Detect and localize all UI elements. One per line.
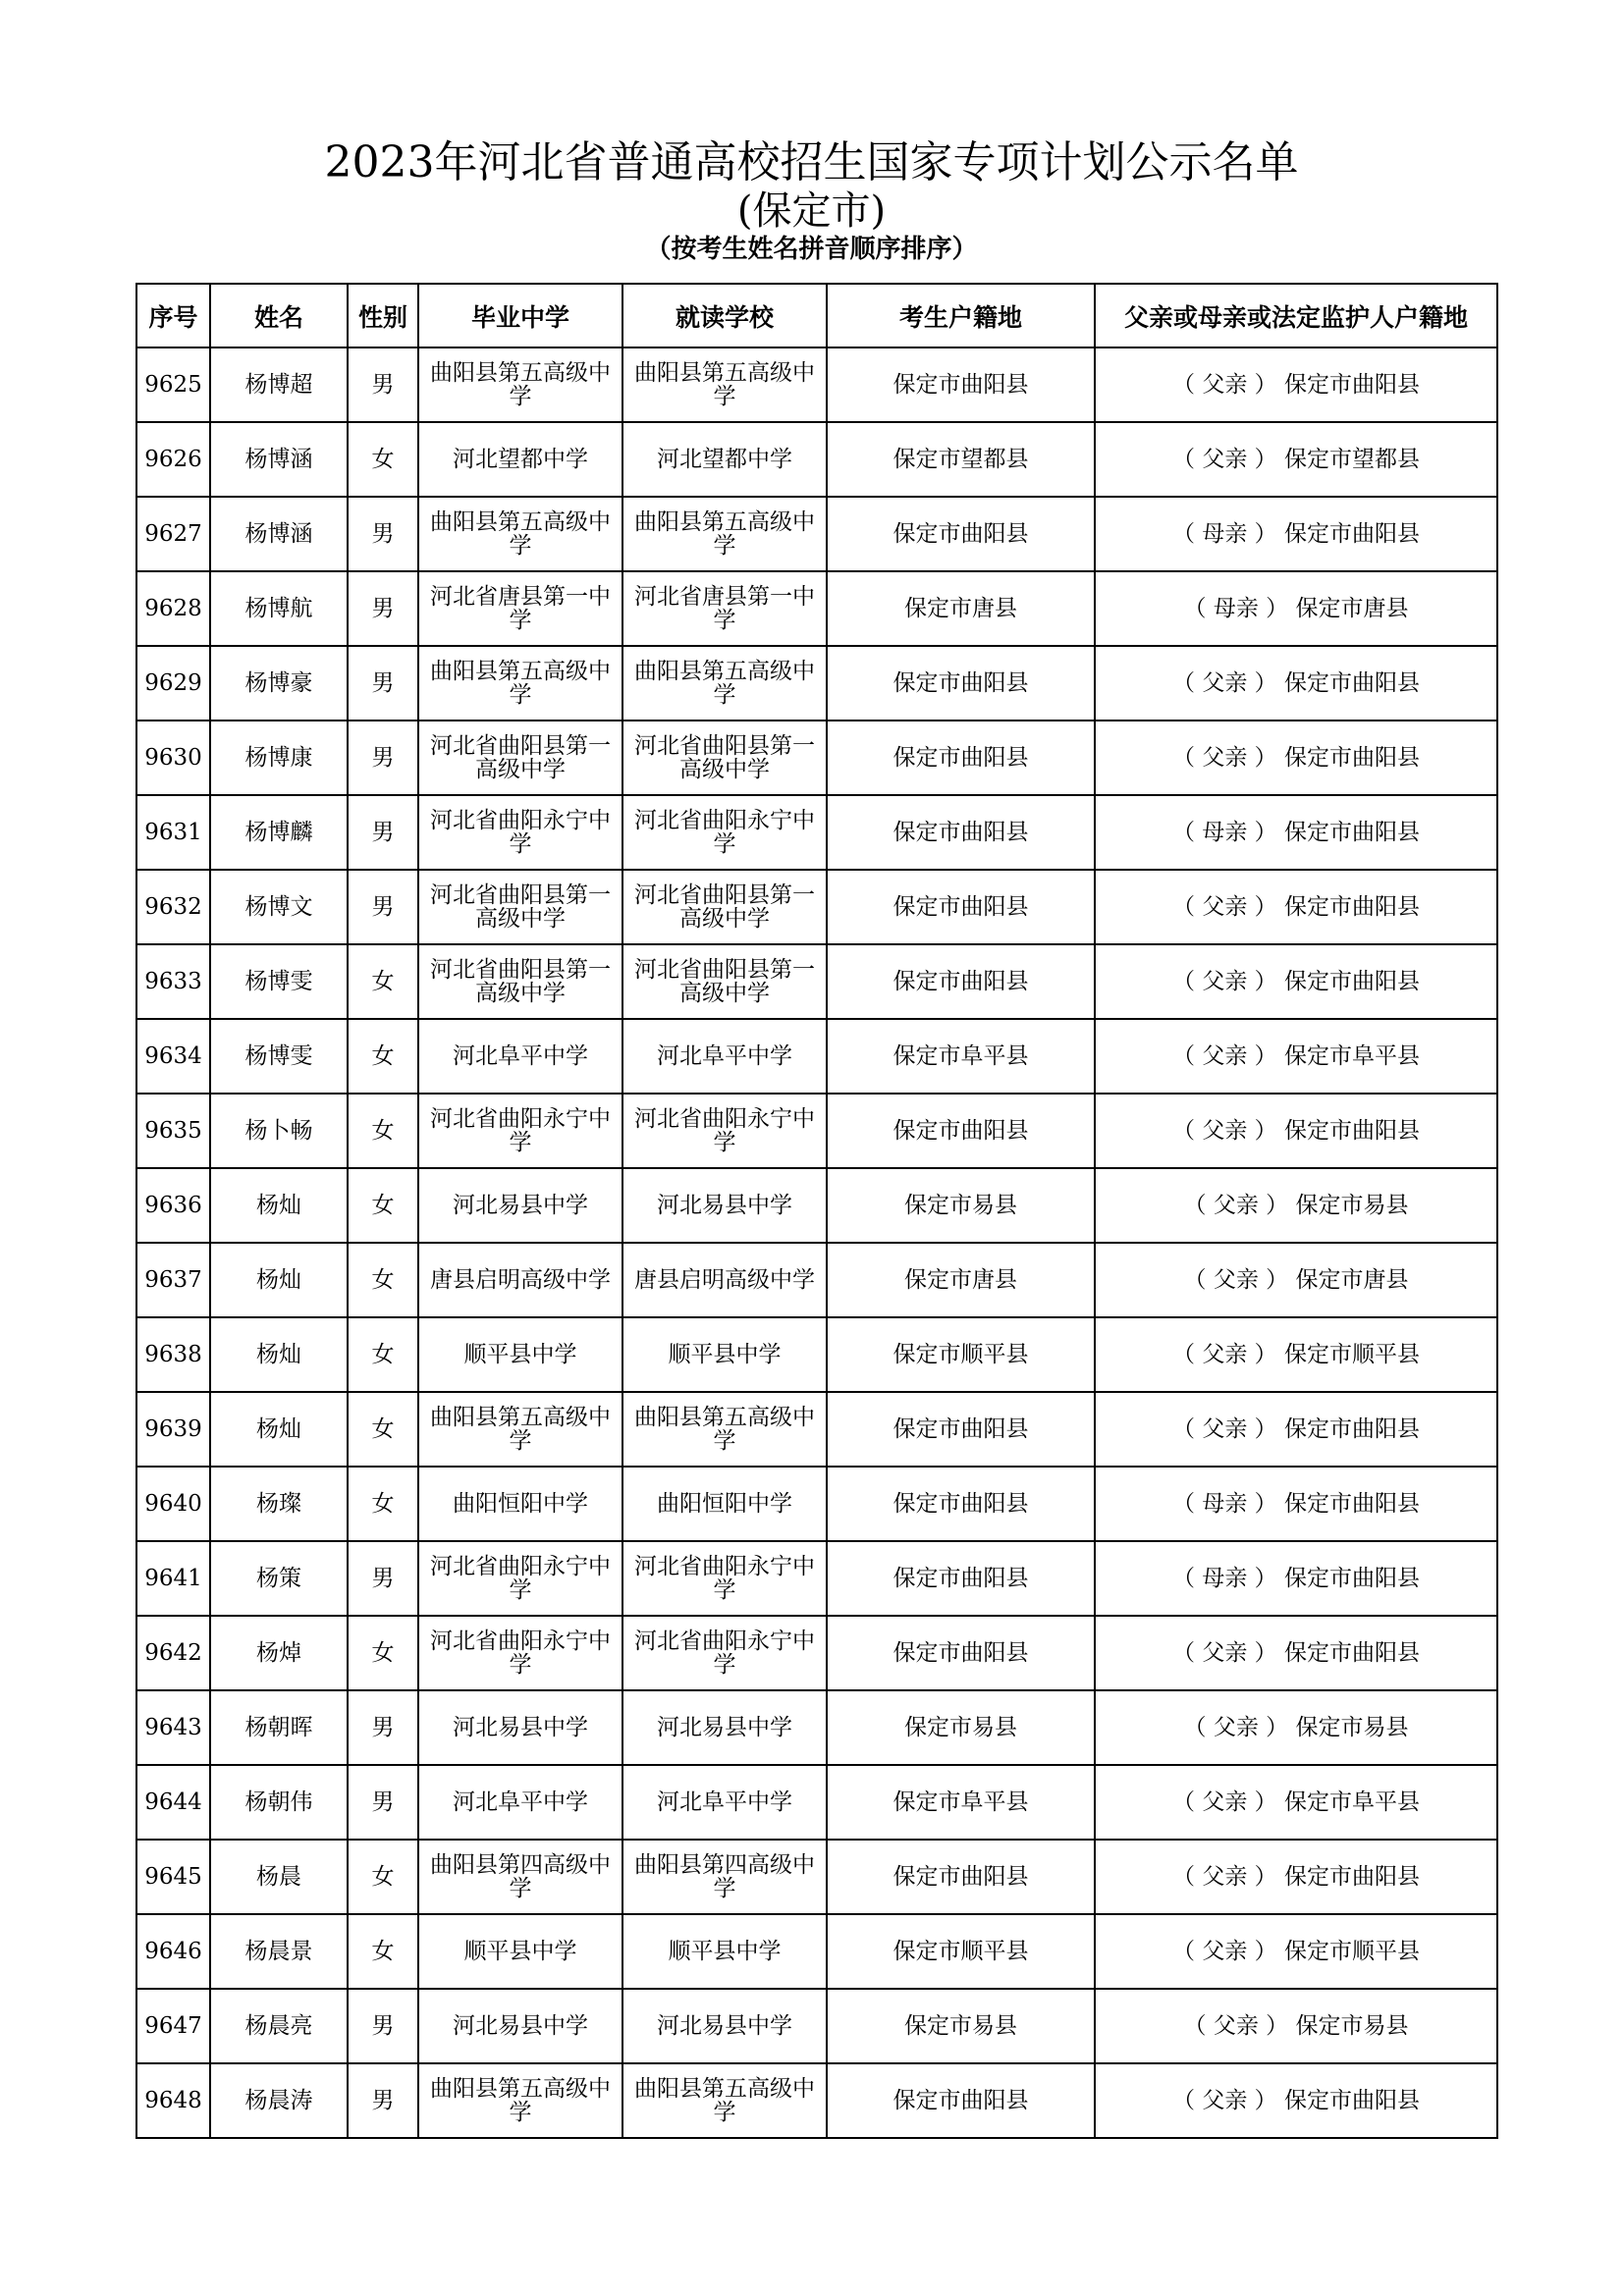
cell-grad-school: 河北省曲阳县第一高级中学 xyxy=(418,721,622,795)
cell-household: 保定市曲阳县 xyxy=(827,1541,1095,1616)
cell-guardian: （ 父亲 ） 保定市曲阳县 xyxy=(1095,944,1497,1019)
cell-household: 保定市曲阳县 xyxy=(827,795,1095,870)
cell-gender: 女 xyxy=(348,1467,418,1541)
cell-household: 保定市曲阳县 xyxy=(827,870,1095,944)
cell-name: 杨博康 xyxy=(210,721,348,795)
header-guardian: 父亲或母亲或法定监护人户籍地 xyxy=(1095,284,1497,347)
cell-current-school: 曲阳县第五高级中学 xyxy=(622,347,827,422)
cell-guardian: （ 母亲 ） 保定市曲阳县 xyxy=(1095,1541,1497,1616)
cell-name: 杨晨亮 xyxy=(210,1989,348,2063)
cell-name: 杨璨 xyxy=(210,1467,348,1541)
cell-current-school: 河北易县中学 xyxy=(622,1690,827,1765)
cell-name: 杨灿 xyxy=(210,1243,348,1317)
table-row xyxy=(136,2063,1497,2138)
cell-grad-school: 河北易县中学 xyxy=(418,1690,622,1765)
document-title: 2023年河北省普通高校招生国家专项计划公示名单 xyxy=(324,137,1299,187)
cell-gender: 女 xyxy=(348,422,418,497)
cell-household: 保定市曲阳县 xyxy=(827,944,1095,1019)
cell-gender: 男 xyxy=(348,1690,418,1765)
cell-current-school: 河北省曲阳永宁中学 xyxy=(622,795,827,870)
table-row xyxy=(136,422,1497,497)
table-row xyxy=(136,1392,1497,1467)
table-row xyxy=(136,870,1497,944)
cell-gender: 女 xyxy=(348,1243,418,1317)
cell-household: 保定市唐县 xyxy=(827,1243,1095,1317)
cell-current-school: 曲阳县第五高级中学 xyxy=(622,497,827,571)
cell-gender: 男 xyxy=(348,721,418,795)
cell-gender: 男 xyxy=(348,347,418,422)
cell-grad-school: 河北省唐县第一中学 xyxy=(418,571,622,646)
cell-name: 杨策 xyxy=(210,1541,348,1616)
cell-guardian: （ 父亲 ） 保定市易县 xyxy=(1095,1989,1497,2063)
table-row xyxy=(136,1541,1497,1616)
cell-seq: 9634 xyxy=(136,1019,210,1094)
cell-current-school: 河北省曲阳永宁中学 xyxy=(622,1094,827,1168)
cell-name: 杨晨 xyxy=(210,1840,348,1914)
cell-seq: 9626 xyxy=(136,422,210,497)
cell-gender: 女 xyxy=(348,1168,418,1243)
cell-current-school: 曲阳县第四高级中学 xyxy=(622,1840,827,1914)
cell-seq: 9644 xyxy=(136,1765,210,1840)
cell-guardian: （ 父亲 ） 保定市唐县 xyxy=(1095,1243,1497,1317)
cell-guardian: （ 母亲 ） 保定市曲阳县 xyxy=(1095,497,1497,571)
table-row xyxy=(136,1616,1497,1690)
cell-current-school: 曲阳县第五高级中学 xyxy=(622,2063,827,2138)
cell-guardian: （ 父亲 ） 保定市易县 xyxy=(1095,1168,1497,1243)
cell-guardian: （ 父亲 ） 保定市曲阳县 xyxy=(1095,1840,1497,1914)
cell-guardian: （ 父亲 ） 保定市曲阳县 xyxy=(1095,721,1497,795)
table-row xyxy=(136,1317,1497,1392)
cell-name: 杨焯 xyxy=(210,1616,348,1690)
cell-household: 保定市曲阳县 xyxy=(827,2063,1095,2138)
cell-gender: 女 xyxy=(348,1317,418,1392)
cell-current-school: 河北阜平中学 xyxy=(622,1019,827,1094)
cell-name: 杨博豪 xyxy=(210,646,348,721)
cell-grad-school: 曲阳县第五高级中学 xyxy=(418,497,622,571)
cell-household: 保定市曲阳县 xyxy=(827,1467,1095,1541)
table-row xyxy=(136,1094,1497,1168)
cell-household: 保定市曲阳县 xyxy=(827,1392,1095,1467)
cell-current-school: 河北省曲阳永宁中学 xyxy=(622,1541,827,1616)
cell-name: 杨博涵 xyxy=(210,422,348,497)
header-seq: 序号 xyxy=(136,284,210,347)
cell-guardian: （ 父亲 ） 保定市望都县 xyxy=(1095,422,1497,497)
cell-seq: 9633 xyxy=(136,944,210,1019)
cell-grad-school: 河北易县中学 xyxy=(418,1168,622,1243)
cell-household: 保定市曲阳县 xyxy=(827,1616,1095,1690)
header-household: 考生户籍地 xyxy=(827,284,1095,347)
cell-current-school: 河北省曲阳县第一高级中学 xyxy=(622,944,827,1019)
cell-grad-school: 曲阳县第五高级中学 xyxy=(418,347,622,422)
cell-guardian: （ 母亲 ） 保定市曲阳县 xyxy=(1095,795,1497,870)
cell-household: 保定市易县 xyxy=(827,1989,1095,2063)
cell-gender: 男 xyxy=(348,870,418,944)
cell-guardian: （ 母亲 ） 保定市曲阳县 xyxy=(1095,1467,1497,1541)
table-row xyxy=(136,1243,1497,1317)
cell-seq: 9642 xyxy=(136,1616,210,1690)
cell-gender: 男 xyxy=(348,646,418,721)
cell-gender: 男 xyxy=(348,1765,418,1840)
cell-gender: 男 xyxy=(348,2063,418,2138)
cell-seq: 9643 xyxy=(136,1690,210,1765)
cell-current-school: 河北省唐县第一中学 xyxy=(622,571,827,646)
cell-name: 杨朝伟 xyxy=(210,1765,348,1840)
cell-household: 保定市曲阳县 xyxy=(827,497,1095,571)
cell-name: 杨博超 xyxy=(210,347,348,422)
cell-grad-school: 顺平县中学 xyxy=(418,1914,622,1989)
cell-gender: 女 xyxy=(348,1392,418,1467)
cell-seq: 9632 xyxy=(136,870,210,944)
cell-household: 保定市曲阳县 xyxy=(827,347,1095,422)
cell-guardian: （ 父亲 ） 保定市顺平县 xyxy=(1095,1317,1497,1392)
cell-gender: 男 xyxy=(348,571,418,646)
cell-household: 保定市易县 xyxy=(827,1168,1095,1243)
cell-grad-school: 曲阳恒阳中学 xyxy=(418,1467,622,1541)
cell-guardian: （ 父亲 ） 保定市曲阳县 xyxy=(1095,1616,1497,1690)
table-row xyxy=(136,1989,1497,2063)
cell-name: 杨灿 xyxy=(210,1168,348,1243)
table-row xyxy=(136,497,1497,571)
cell-gender: 男 xyxy=(348,1989,418,2063)
cell-current-school: 河北省曲阳永宁中学 xyxy=(622,1616,827,1690)
header-row xyxy=(136,284,1497,347)
cell-grad-school: 曲阳县第四高级中学 xyxy=(418,1840,622,1914)
cell-guardian: （ 父亲 ） 保定市曲阳县 xyxy=(1095,646,1497,721)
table-row xyxy=(136,646,1497,721)
cell-grad-school: 河北阜平中学 xyxy=(418,1765,622,1840)
cell-seq: 9640 xyxy=(136,1467,210,1541)
cell-grad-school: 河北省曲阳县第一高级中学 xyxy=(418,944,622,1019)
cell-name: 杨博文 xyxy=(210,870,348,944)
cell-current-school: 河北易县中学 xyxy=(622,1989,827,2063)
table-row xyxy=(136,1467,1497,1541)
cell-seq: 9648 xyxy=(136,2063,210,2138)
table-row xyxy=(136,1019,1497,1094)
cell-gender: 女 xyxy=(348,944,418,1019)
cell-seq: 9641 xyxy=(136,1541,210,1616)
table-row xyxy=(136,571,1497,646)
cell-name: 杨晨涛 xyxy=(210,2063,348,2138)
cell-grad-school: 曲阳县第五高级中学 xyxy=(418,646,622,721)
cell-current-school: 河北省曲阳县第一高级中学 xyxy=(622,870,827,944)
cell-name: 杨博涵 xyxy=(210,497,348,571)
cell-seq: 9628 xyxy=(136,571,210,646)
cell-gender: 女 xyxy=(348,1914,418,1989)
cell-household: 保定市顺平县 xyxy=(827,1914,1095,1989)
cell-name: 杨灿 xyxy=(210,1317,348,1392)
cell-gender: 女 xyxy=(348,1094,418,1168)
cell-seq: 9639 xyxy=(136,1392,210,1467)
cell-current-school: 顺平县中学 xyxy=(622,1914,827,1989)
cell-seq: 9627 xyxy=(136,497,210,571)
cell-household: 保定市易县 xyxy=(827,1690,1095,1765)
cell-name: 杨晨景 xyxy=(210,1914,348,1989)
cell-current-school: 曲阳县第五高级中学 xyxy=(622,646,827,721)
table-row xyxy=(136,1765,1497,1840)
cell-guardian: （ 父亲 ） 保定市曲阳县 xyxy=(1095,2063,1497,2138)
cell-household: 保定市曲阳县 xyxy=(827,721,1095,795)
cell-seq: 9629 xyxy=(136,646,210,721)
cell-current-school: 河北阜平中学 xyxy=(622,1765,827,1840)
cell-guardian: （ 父亲 ） 保定市顺平县 xyxy=(1095,1914,1497,1989)
cell-name: 杨朝晖 xyxy=(210,1690,348,1765)
table-row xyxy=(136,1168,1497,1243)
table-row xyxy=(136,1914,1497,1989)
cell-guardian: （ 父亲 ） 保定市曲阳县 xyxy=(1095,347,1497,422)
cell-household: 保定市曲阳县 xyxy=(827,1094,1095,1168)
cell-household: 保定市曲阳县 xyxy=(827,1840,1095,1914)
cell-current-school: 河北易县中学 xyxy=(622,1168,827,1243)
cell-gender: 女 xyxy=(348,1019,418,1094)
cell-grad-school: 河北省曲阳永宁中学 xyxy=(418,1541,622,1616)
cell-seq: 9636 xyxy=(136,1168,210,1243)
cell-guardian: （ 父亲 ） 保定市易县 xyxy=(1095,1690,1497,1765)
table-row xyxy=(136,795,1497,870)
cell-household: 保定市顺平县 xyxy=(827,1317,1095,1392)
cell-guardian: （ 父亲 ） 保定市曲阳县 xyxy=(1095,1392,1497,1467)
cell-guardian: （ 母亲 ） 保定市唐县 xyxy=(1095,571,1497,646)
cell-household: 保定市阜平县 xyxy=(827,1765,1095,1840)
header-current-school: 就读学校 xyxy=(622,284,827,347)
cell-grad-school: 顺平县中学 xyxy=(418,1317,622,1392)
cell-seq: 9647 xyxy=(136,1989,210,2063)
cell-current-school: 河北省曲阳县第一高级中学 xyxy=(622,721,827,795)
cell-gender: 男 xyxy=(348,1541,418,1616)
cell-gender: 女 xyxy=(348,1840,418,1914)
cell-seq: 9635 xyxy=(136,1094,210,1168)
cell-grad-school: 河北省曲阳县第一高级中学 xyxy=(418,870,622,944)
roster-table xyxy=(135,283,1498,2139)
cell-grad-school: 河北阜平中学 xyxy=(418,1019,622,1094)
cell-grad-school: 唐县启明高级中学 xyxy=(418,1243,622,1317)
cell-guardian: （ 父亲 ） 保定市曲阳县 xyxy=(1095,870,1497,944)
cell-name: 杨博航 xyxy=(210,571,348,646)
cell-name: 杨博雯 xyxy=(210,944,348,1019)
table-row xyxy=(136,1840,1497,1914)
header-name: 姓名 xyxy=(210,284,348,347)
cell-grad-school: 河北省曲阳永宁中学 xyxy=(418,1616,622,1690)
cell-grad-school: 河北望都中学 xyxy=(418,422,622,497)
cell-grad-school: 河北易县中学 xyxy=(418,1989,622,2063)
cell-current-school: 曲阳县第五高级中学 xyxy=(622,1392,827,1467)
cell-household: 保定市曲阳县 xyxy=(827,646,1095,721)
header-gender: 性别 xyxy=(348,284,418,347)
cell-guardian: （ 父亲 ） 保定市阜平县 xyxy=(1095,1019,1497,1094)
cell-seq: 9638 xyxy=(136,1317,210,1392)
cell-guardian: （ 父亲 ） 保定市阜平县 xyxy=(1095,1765,1497,1840)
cell-gender: 女 xyxy=(348,1616,418,1690)
cell-current-school: 唐县启明高级中学 xyxy=(622,1243,827,1317)
cell-grad-school: 河北省曲阳永宁中学 xyxy=(418,1094,622,1168)
cell-current-school: 河北望都中学 xyxy=(622,422,827,497)
table-row xyxy=(136,1690,1497,1765)
cell-seq: 9630 xyxy=(136,721,210,795)
cell-grad-school: 曲阳县第五高级中学 xyxy=(418,2063,622,2138)
cell-current-school: 曲阳恒阳中学 xyxy=(622,1467,827,1541)
document-subtitle: (保定市) xyxy=(736,188,887,234)
table-row xyxy=(136,347,1497,422)
header-grad-school: 毕业中学 xyxy=(418,284,622,347)
cell-current-school: 顺平县中学 xyxy=(622,1317,827,1392)
cell-gender: 男 xyxy=(348,795,418,870)
cell-name: 杨卜畅 xyxy=(210,1094,348,1168)
cell-seq: 9625 xyxy=(136,347,210,422)
cell-seq: 9646 xyxy=(136,1914,210,1989)
cell-name: 杨博麟 xyxy=(210,795,348,870)
cell-household: 保定市望都县 xyxy=(827,422,1095,497)
sort-note: （按考生姓名拼音顺序排序） xyxy=(645,235,978,264)
table-row xyxy=(136,944,1497,1019)
cell-grad-school: 曲阳县第五高级中学 xyxy=(418,1392,622,1467)
cell-guardian: （ 父亲 ） 保定市曲阳县 xyxy=(1095,1094,1497,1168)
cell-seq: 9631 xyxy=(136,795,210,870)
cell-name: 杨博雯 xyxy=(210,1019,348,1094)
cell-seq: 9645 xyxy=(136,1840,210,1914)
cell-household: 保定市唐县 xyxy=(827,571,1095,646)
cell-grad-school: 河北省曲阳永宁中学 xyxy=(418,795,622,870)
cell-name: 杨灿 xyxy=(210,1392,348,1467)
cell-seq: 9637 xyxy=(136,1243,210,1317)
cell-gender: 男 xyxy=(348,497,418,571)
table-row xyxy=(136,721,1497,795)
cell-household: 保定市阜平县 xyxy=(827,1019,1095,1094)
